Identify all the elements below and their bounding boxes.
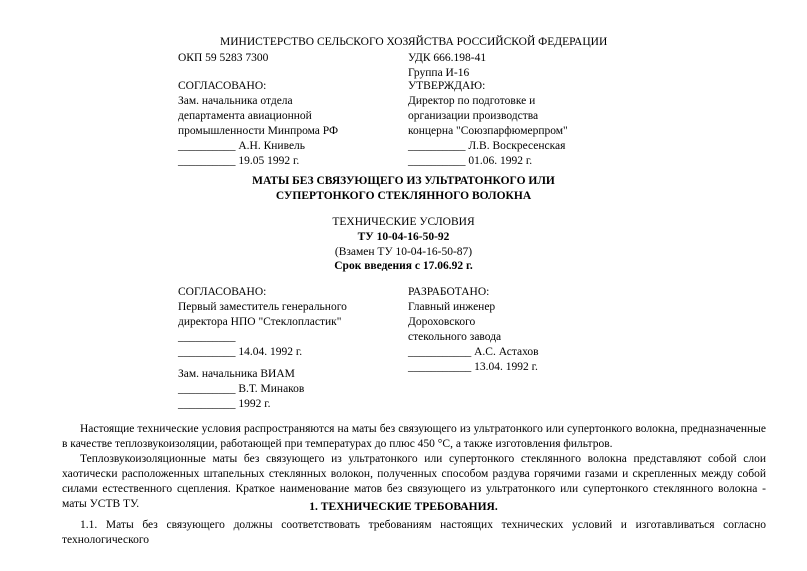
approval-left-signature: __________ А.Н. Книвель [178,140,306,152]
developed-line: Главный инженер [408,301,496,313]
spec-replaces: (Взамен ТУ 10-04-16-50-87) [334,246,473,258]
developed-title: РАЗРАБОТАНО: [408,286,490,298]
document-title-line1: МАТЫ БЕЗ СВЯЗУЮЩЕГО ИЗ УЛЬТРАТОНКОГО ИЛИ [252,175,555,187]
spec-date: Срок введения с 17.06.92 г. [334,260,473,272]
document-title-line2: СУПЕРТОНКОГО СТЕКЛЯННОГО ВОЛОКНА [275,190,532,202]
approval-left-line: Зам. начальника отдела [178,95,293,107]
approval-left-title: СОГЛАСОВАНО: [178,80,267,92]
approval-right-block [408,79,568,169]
developed-date: ___________ 13.04. 1992 г. [408,361,538,373]
agreed-second-line: директора НПО "Стеклопластик" [178,316,342,328]
spec-type: ТЕХНИЧЕСКИЕ УСЛОВИЯ [332,216,475,228]
viam-line: Зам. начальника ВИАМ [178,368,295,380]
description-paragraph: Теплозвукоизоляционные маты без связующего из ультратонкого или супертонкого стеклянного волокна представляют собой слои хаотически расположенных штапельных стеклянных волокон, полученных способом раздува горячими газами и скрепленных между собой силами естественного сцепления. Краткое наименование матов без связующего из ультратонкого или супертонкого стеклянного волокна - маты УСТВ ТУ. [62,453,766,510]
approval-right-date: __________ 01.06. 1992 г. [408,155,533,167]
viam-signature: __________ В.Т. Минаков [178,383,305,395]
approval-right-line: организации производства [408,110,539,122]
approval-left-line: промышленности Минпрома РФ [178,125,339,137]
agreed-second-title: СОГЛАСОВАНО: [178,286,267,298]
intro-paragraph: Настоящие технические условия распространяются на маты без связующего из ультратонкого или супертонкого волокна, предназначенные в качестве теплозвукоизоляции, работающей при температурах до плюс 450 °С, а также изготовления фильтров. [62,423,766,450]
agreed-second-date: __________ 14.04. 1992 г. [178,346,303,358]
agreed-second-signature: __________ [178,331,236,343]
developed-signature: ___________ А.С. Астахов [408,346,539,358]
approval-right-signature: __________ Л.В. Воскресенская [408,140,566,152]
developed-line: стекольного завода [408,331,502,343]
group-code: Группа И-16 [408,67,470,79]
requirements-paragraph: 1.1. Маты без связующего должны соответствовать требованиям настоящих технических условий и изготавливаться согласно технологического [62,519,766,546]
developed-line: Дороховского [408,316,476,328]
approval-left-line: департамента авиационной [178,110,312,122]
agreed-second-line: Первый заместитель генерального [178,301,347,313]
approval-right-title: УТВЕРЖДАЮ: [408,80,486,92]
ministry-header: МИНИСТЕРСТВО СЕЛЬСКОГО ХОЗЯЙСТВА РОССИЙСКОЙ ФЕДЕРАЦИИ [220,36,608,48]
approval-left-block [178,79,338,169]
udk-code: УДК 666.198-41 [408,52,487,64]
developed-block [408,285,539,375]
viam-block [178,367,304,412]
approval-left-date: __________ 19.05 1992 г. [178,155,300,167]
spec-number: ТУ 10-04-16-50-92 [357,231,450,243]
approval-right-line: Директор по подготовке и [408,95,536,107]
okp-code: ОКП 59 5283 7300 [178,52,269,64]
agreed-second-block [178,285,347,360]
viam-date: __________ 1992 г. [178,398,271,410]
approval-right-line: концерна "Союзпарфюмерпром" [408,125,568,137]
section-heading: 1. ТЕХНИЧЕСКИЕ ТРЕБОВАНИЯ. [309,501,498,513]
